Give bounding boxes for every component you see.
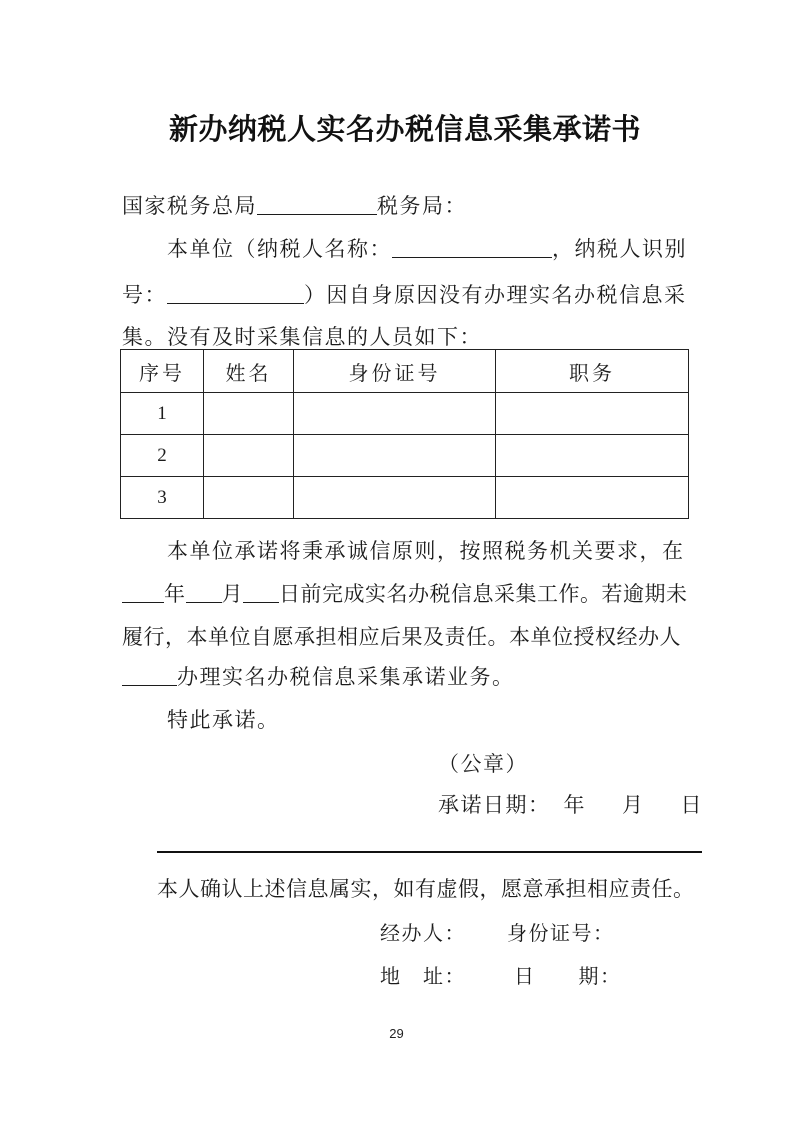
commitment-text-1: 本单位承诺将秉承诚信原则，按照税务机关要求，在 (167, 539, 685, 563)
hereby-line (167, 704, 280, 734)
document-title: 新办纳税人实名办税信息采集承诺书 (168, 114, 641, 146)
cell-name (204, 477, 294, 519)
day-blank (243, 582, 279, 603)
cell-serial: 1 (121, 393, 204, 435)
intro-line-2 (122, 279, 687, 309)
agent-label-text: 经办人： (380, 923, 466, 945)
month-blank (186, 582, 222, 603)
date-day-label: 日 (680, 793, 703, 817)
cell-serial: 3 (121, 477, 204, 519)
commitment-line-2 (122, 578, 688, 608)
table-row (121, 435, 689, 477)
tax-bureau-blank (257, 194, 377, 215)
salutation-prefix: 国家税务总局 (122, 194, 257, 218)
commitment-line-4 (122, 661, 515, 691)
confirmation-statement (157, 873, 695, 903)
intro-line-1 (167, 233, 687, 263)
cell-position (496, 435, 689, 477)
commitment-line-1 (167, 535, 685, 565)
year-label: 年 (164, 582, 186, 606)
seal-text: （公章） (438, 752, 528, 776)
address-label (380, 960, 466, 989)
cell-position (496, 393, 689, 435)
commitment-text-2: 日前完成实名办税信息采集工作。若逾期未 (279, 582, 688, 606)
intro-text-2a: 号： (122, 283, 167, 307)
table-row (121, 477, 689, 519)
id-label (507, 917, 615, 946)
intro-text-1b: ，纳税人识别 (552, 237, 687, 261)
header-name: 姓名 (204, 350, 294, 393)
date-year-label: 年 (563, 793, 586, 817)
cell-serial: 2 (121, 435, 204, 477)
cell-position (496, 477, 689, 519)
salutation-line (122, 190, 467, 220)
intro-text-3: 集。没有及时采集信息的人员如下： (122, 325, 482, 349)
agent-name-blank (122, 665, 177, 686)
date-label (514, 960, 622, 989)
intro-text-2b: ）因自身原因没有办理实名办税信息采 (304, 283, 687, 307)
hereby-text: 特此承诺。 (167, 708, 280, 732)
intro-text-1a: 本单位（纳税人名称： (167, 237, 392, 261)
address-label-text: 地 址： (380, 966, 466, 988)
taxpayer-id-blank (167, 283, 304, 304)
page-number: 29 (389, 1026, 404, 1041)
salutation-suffix: 税务局： (377, 194, 467, 218)
cell-id-number (294, 435, 496, 477)
cell-id-number (294, 393, 496, 435)
seal-note (438, 748, 528, 778)
cell-name (204, 393, 294, 435)
taxpayer-name-blank (392, 237, 552, 258)
personnel-table (120, 349, 689, 519)
commitment-text-3: 履行，本单位自愿承担相应后果及责任。本单位授权经办人 (122, 625, 681, 649)
commitment-line-3 (122, 621, 681, 651)
id-label-text: 身份证号： (507, 923, 615, 945)
intro-line-3 (122, 321, 482, 351)
agent-label (380, 917, 466, 946)
commitment-date-line (438, 789, 703, 819)
commitment-text-4: 办理实名办税信息采集承诺业务。 (177, 665, 515, 689)
date-month-label: 月 (622, 793, 645, 817)
date-prefix: 承诺日期： (438, 793, 551, 817)
table-header-row (121, 350, 689, 393)
cell-name (204, 435, 294, 477)
year-blank (122, 582, 164, 603)
confirmation-text: 本人确认上述信息属实，如有虚假，愿意承担相应责任。 (157, 877, 695, 901)
header-serial: 序号 (121, 350, 204, 393)
header-id-number: 身份证号 (294, 350, 496, 393)
date-label-text: 日 期： (514, 966, 622, 988)
signature-divider (157, 851, 702, 853)
month-label: 月 (221, 582, 243, 606)
header-position: 职务 (496, 350, 689, 393)
cell-id-number (294, 477, 496, 519)
table-row (121, 393, 689, 435)
